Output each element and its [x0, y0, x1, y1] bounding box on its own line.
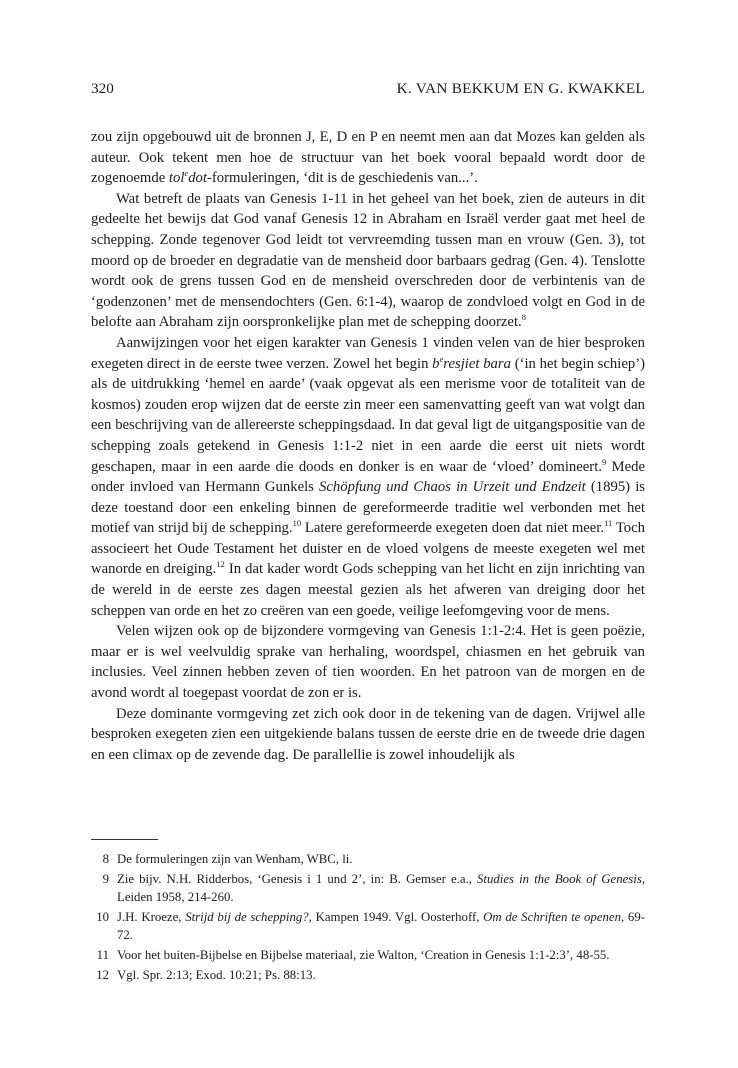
- text-run: Toch associeert het Oude Testament het duister en de vloed volgens de meeste exegeten wel met wanorde en dreiging.: [91, 520, 645, 578]
- footnotes: [91, 850, 645, 986]
- italic-text: Schöpfung und Chaos in Urzeit und Endzeit: [319, 479, 586, 496]
- text-run: Zie bijv. N.H. Ridderbos, ‘Genesis i 1 und 2’, in: B. Gemser e.a.,: [117, 872, 478, 886]
- footnote: [91, 946, 645, 964]
- italic-text: Strijd bij de schepping?: [185, 910, 309, 924]
- superscript: e: [184, 168, 189, 179]
- page-number: 320: [91, 80, 114, 97]
- footnote-text: [117, 946, 645, 964]
- italic-text: Studies in the Book of Genesis: [477, 872, 642, 886]
- text-run: , Leiden 1958, 214-260.: [117, 872, 646, 904]
- italic-text: b: [432, 355, 440, 372]
- footnote-number: 12: [96, 968, 109, 982]
- footnote: [91, 966, 645, 984]
- text-run: (1895) is deze toestand door een enkeling binnen de gereformeerde traditie wel verbonden met het motief van strijd bij de schepping.: [91, 479, 645, 537]
- footnote-number: 8: [102, 852, 109, 866]
- text-run: , 69-72.: [117, 910, 645, 942]
- running-title: K. VAN BEKKUM EN G. KWAKKEL: [396, 80, 645, 97]
- text-run: Aanwijzingen voor het eigen karakter van Genesis 1 vinden velen van de hier besproken exegeten direct in de eerste twee verzen. Zowel het begin: [91, 334, 645, 372]
- text-run: , Kampen 1949. Vgl. Oosterhoff,: [308, 910, 484, 924]
- italic-text: Om de Schriften te openen: [483, 910, 621, 924]
- text-run: In dat kader wordt Gods schepping van het licht en zijn inrichting van de wereld in de eerste zes dagen meestal gezien als het afweren van dreiging door het scheppen van orde en het zo creëren van een goede, veilige leefomgeving voor de mens.: [91, 561, 645, 619]
- paragraph: [91, 189, 645, 333]
- superscript: 8: [521, 312, 526, 323]
- footnote-number: 11: [96, 948, 109, 962]
- footnote: [91, 870, 645, 906]
- text-run: Voor het buiten-Bijbelse en Bijbelse materiaal, zie Walton, ‘Creation in Genesis 1:1-2:3’, 48-55.: [117, 948, 610, 962]
- body-text: [91, 127, 645, 765]
- text-run: De formuleringen zijn van Wenham, WBC, li.: [117, 852, 353, 866]
- italic-text: dot: [188, 170, 207, 187]
- text-run: (‘in het begin schiep’) als de uitdrukking ‘hemel en aarde’ (vaak opgevat als een merisme voor de totaliteit van de kosmos) zouden erop wijzen dat de eerste zin meer een samenvatting geeft van wat volgt dan een beschrijving van de allereerste scheppingsdaad. In dat geval ligt de uitgangspositie van de schepping zoals getekend in Genesis 1:1-2 niet in een aarde die eerst uit niets wordt geschapen, maar in een aarde die doods en donker is en waar de ‘vloed’ domineert.: [91, 355, 645, 475]
- superscript: 10: [292, 518, 302, 529]
- superscript: 12: [216, 559, 225, 570]
- text-run: J.H. Kroeze,: [117, 910, 186, 924]
- text-run: Deze dominante vormgeving zet zich ook door in de tekening van de dagen. Vrijwel alle besproken exegeten zien een uitgekiende balans tussen de eerste drie en de tweede drie dagen en een climax op de zevende dag. De parallellie is zowel inhoudelijk als: [91, 705, 645, 763]
- footnote-text: [117, 966, 645, 984]
- paragraph: [91, 704, 645, 766]
- text-run: Velen wijzen ook op de bijzondere vormgeving van Genesis 1:1-2:4. Het is geen poëzie, maar er is wel veelvuldig sprake van herhaling, woordspel, chiasmen en het gebruik van inclusies. Veel zinnen hebben zeven of tien woorden. En het patroon van de morgen en de avond wordt al toegepast voordat de zon er is.: [91, 623, 645, 702]
- footnote-text: [117, 908, 645, 944]
- text-run: zou zijn opgebouwd uit de bronnen J, E, D en P en neemt men aan dat Mozes kan gelden als auteur. Ook tekent men hoe de structuur van het boek vooral bepaald wordt door de zogenoemde: [91, 129, 645, 187]
- paragraph: [91, 127, 645, 189]
- text-run: -formuleringen, ‘dit is de geschiedenis van...’.: [206, 170, 478, 187]
- footnote-rule: [91, 839, 158, 840]
- text-run: Mede onder invloed van Hermann Gunkels: [91, 458, 645, 496]
- superscript: 11: [604, 518, 613, 529]
- footnote-text: [117, 850, 645, 868]
- italic-text: resjiet bara: [443, 355, 511, 372]
- paragraph: [91, 333, 645, 621]
- footnote-number: 10: [96, 910, 109, 924]
- footnote: [91, 908, 645, 944]
- italic-text: tol: [168, 170, 185, 187]
- text-run: Wat betreft de plaats van Genesis 1-11 in het geheel van het boek, zien de auteurs in dit gedeelte het bewijs dat God vanaf Genesis 12 in Abraham en Israël verder gaat met heel de schepping. Zonde tegenover God leidt tot vervreemding tussen man en vrouw (Gen. 3), tot moord op de broeder en degradatie van de mensheid door barbaars gedrag (Gen. 4). Tenslotte wordt ook de grens tussen God en de mensheid overschreden door de verbintenis van de ‘godenzonen’ met de mensendochters (Gen. 6:1-4), waarop de zondvloed volgt en God in de belofte aan Abraham zijn oorspronkelijke plan met de schepping doorzet.: [91, 190, 645, 331]
- footnote-text: [117, 870, 645, 906]
- text-run: Latere gereformeerde exegeten doen dat niet meer.: [301, 520, 605, 537]
- superscript: e: [439, 353, 444, 364]
- paragraph: [91, 621, 645, 703]
- footnote-number: 9: [102, 872, 109, 886]
- footnote: [91, 850, 645, 868]
- text-run: Vgl. Spr. 2:13; Exod. 10:21; Ps. 88:13.: [117, 968, 316, 982]
- superscript: 9: [601, 456, 607, 467]
